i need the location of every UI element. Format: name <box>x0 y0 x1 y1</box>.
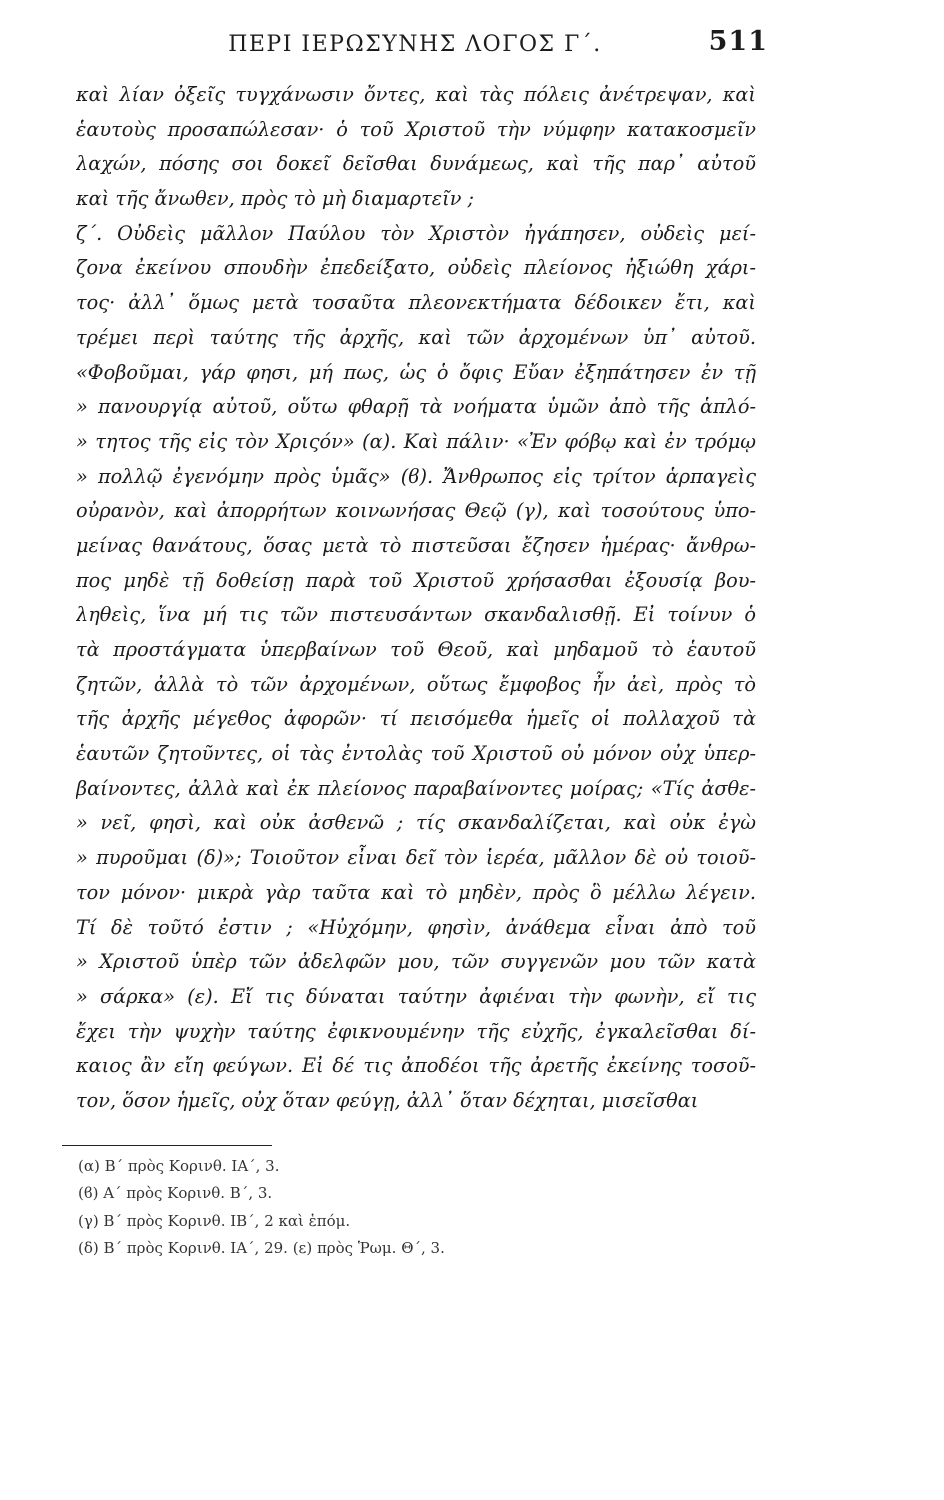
text-line: » Χριστοῦ ὑπὲρ τῶν ἀδελφῶν μου, τῶν συγγενῶν μου τῶν κατὰ <box>76 950 756 974</box>
page-number: 511 <box>708 26 768 57</box>
main-text <box>76 78 756 1119</box>
text-line: ἑαυτοὺς προσαπώλεσαν· ὁ τοῦ Χριστοῦ τὴν νύμφην κατακοσμεῖν <box>76 117 756 141</box>
page-header <box>62 26 768 66</box>
text-line: Τί δὲ τοῦτό ἐστιν ; «Ηὐχόμην, φησὶν, ἀνάθεμα εἶναι ἀπὸ τοῦ <box>76 915 756 939</box>
footnote: (γ) Β΄ πρὸς Κορινθ. ΙΒ΄, 2 καὶ ἑπόμ. <box>78 1211 351 1230</box>
text-line: » σάρκα» (ε). Εἴ τις δύναται ταύτην ἀφιέναι τὴν φωνὴν, εἴ τις <box>76 984 756 1008</box>
text-line: ζητῶν, ἀλλὰ τὸ τῶν ἀρχομένων, οὕτως ἔμφοβος ἦν ἀεὶ, πρὸς τὸ <box>76 672 756 696</box>
text-line: μείνας θανάτους, ὅσας μετὰ τὸ πιστεῦσαι ἔζησεν ἡμέρας· ἄνθρω- <box>76 533 756 557</box>
text-line: » πυροῦμαι (δ)»; Τοιοῦτον εἶναι δεῖ τὸν ἱερέα, μᾶλλον δὲ οὐ τοιοῦ- <box>76 846 756 870</box>
text-line: καὶ λίαν ὀξεῖς τυγχάνωσιν ὄντες, καὶ τὰς πόλεις ἀνέτρεψαν, καὶ <box>76 83 756 106</box>
footnotes <box>78 1153 598 1263</box>
text-line: ἑαυτῶν ζητοῦντες, οἱ τὰς ἐντολὰς τοῦ Χριστοῦ οὐ μόνον οὐχ ὑπερ- <box>76 742 756 766</box>
text-line: πος μηδὲ τῇ δοθείσῃ παρὰ τοῦ Χριστοῦ χρήσασθαι ἐξουσίᾳ βου- <box>76 568 756 592</box>
footnote: (ϐ) Α΄ πρὸς Κορινθ. Β΄, 3. <box>78 1184 273 1203</box>
text-line: τος· ἀλλ᾽ ὅμως μετὰ τοσαῦτα πλεονεκτήματα δέδοικεν ἔτι, καὶ <box>76 291 756 315</box>
text-line: ζονα ἐκείνου σπουδὴν ἐπεδείξατο, οὐδεὶς πλείονος ἠξιώθη χάρι- <box>76 256 756 280</box>
text-line: ζ΄. Οὐδεὶς μᾶλλον Παύλου τὸν Χριστὸν ἠγάπησεν, οὐδεὶς μεί- <box>76 221 756 245</box>
text-line: καὶ τῆς ἄνωθεν, πρὸς τὸ μὴ διαμαρτεῖν ; <box>76 187 475 211</box>
text-line: » τητος τῆς εἰς τὸν Χριςόν» (α). Καὶ πάλιν· «Ἐν φόβῳ καὶ ἐν τρόμῳ <box>76 429 756 453</box>
text-line: ἔχει τὴν ψυχὴν ταύτης ἐφικνουμένην τῆς εὐχῆς, ἐγκαλεῖσθαι δί- <box>76 1019 756 1043</box>
text-line: » νεῖ, φησὶ, καὶ οὐκ ἀσθενῶ ; τίς σκανδαλίζεται, καὶ οὐκ ἐγὼ <box>76 811 756 835</box>
footnote: (α) Β΄ πρὸς Κορινθ. ΙΑ΄, 3. <box>78 1157 280 1175</box>
text-line: βαίνοντες, ἀλλὰ καὶ ἐκ πλείονος παραβαίνοντες μοίρας; «Τίς ἀσθε- <box>76 776 756 800</box>
text-line: » πολλῷ ἐγενόμην πρὸς ὑμᾶς» (ϐ). Ἄνθρωπος εἰς τρίτον ἁρπαγεὶς <box>76 464 756 488</box>
text-line: οὐρανὸν, καὶ ἀπορρήτων κοινωνήσας Θεῷ (γ), καὶ τοσούτους ὑπο- <box>76 499 756 523</box>
text-line: τῆς ἀρχῆς μέγεθος ἀφορῶν· τί πεισόμεθα ἡμεῖς οἱ πολλαχοῦ τὰ <box>76 707 756 731</box>
text-line: τὰ προστάγματα ὑπερβαίνων τοῦ Θεοῦ, καὶ μηδαμοῦ τὸ ἑαυτοῦ <box>76 638 756 661</box>
text-line: «Φοβοῦμαι, γάρ φησι, μή πως, ὡς ὁ ὄφις Εὔαν ἐξηπάτησεν ἐν τῇ <box>76 360 756 384</box>
text-line: τον μόνον· μικρὰ γὰρ ταῦτα καὶ τὸ μηδὲν, πρὸς ὃ μέλλω λέγειν. <box>76 880 756 904</box>
footnote: (δ) Β΄ πρὸς Κορινθ. ΙΑ΄, 29. (ε) πρὸς Ῥωμ. Θ΄, 3. <box>78 1239 445 1258</box>
text-line: τρέμει περὶ ταύτης τῆς ἀρχῆς, καὶ τῶν ἀρχομένων ὑπ᾽ αὐτοῦ. <box>76 325 756 349</box>
text-line: λαχών, πόσης σοι δοκεῖ δεῖσθαι δυνάμεως, καὶ τῆς παρ᾽ αὐτοῦ <box>76 152 756 176</box>
footnote-divider <box>62 1145 272 1146</box>
text-line: » πανουργίᾳ αὐτοῦ, οὕτω φθαρῇ τὰ νοήματα ὑμῶν ἀπὸ τῆς ἁπλό- <box>76 395 756 419</box>
text-line: τον, ὅσον ἡμεῖς, οὐχ ὅταν φεύγῃ, ἀλλ᾽ ὅταν δέχηται, μισεῖσθαι <box>76 1088 699 1112</box>
text-line: ληθεὶς, ἵνα μή τις τῶν πιστευσάντων σκανδαλισθῇ. Εἰ τοίνυν ὁ <box>76 603 756 627</box>
running-title: ΠΕΡΙ ΙΕΡΩΣΥΝΗΣ ΛΟΓΟΣ Γ΄. <box>228 32 602 57</box>
text-line: καιος ἂν εἴη φεύγων. Εἰ δέ τις ἀποδέοι τῆς ἀρετῆς ἐκείνης τοσοῦ- <box>76 1054 756 1078</box>
